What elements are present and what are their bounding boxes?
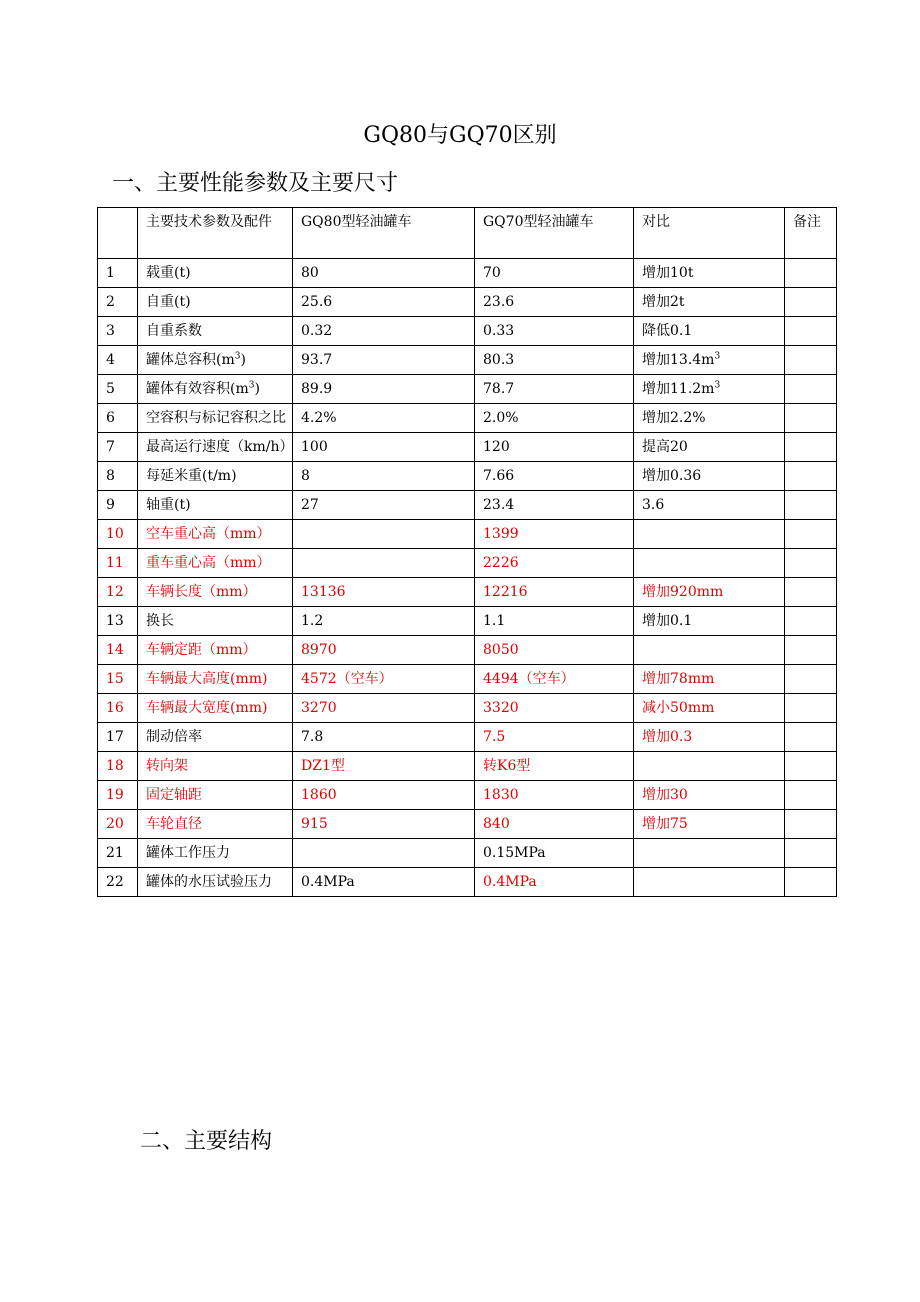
row-compare: 增加2t [634, 288, 785, 317]
row-note [785, 288, 837, 317]
table-row [98, 491, 837, 520]
row-compare [634, 636, 785, 665]
parameters-table [97, 207, 837, 897]
row-param: 车辆定距（mm） [138, 636, 293, 665]
row-no: 19 [98, 781, 138, 810]
row-note [785, 520, 837, 549]
row-no: 11 [98, 549, 138, 578]
row-gq80 [293, 549, 475, 578]
row-compare: 增加78mm [634, 665, 785, 694]
row-gq80: 93.7 [293, 346, 475, 375]
row-note [785, 462, 837, 491]
row-note [785, 781, 837, 810]
table-row [98, 317, 837, 346]
header-compare: 对比 [634, 208, 785, 259]
superscript-3: 3 [234, 351, 241, 362]
row-param [138, 375, 293, 404]
row-param: 空容积与标记容积之比 [138, 404, 293, 433]
table-row [98, 636, 837, 665]
row-compare: 降低0.1 [634, 317, 785, 346]
row-note [785, 578, 837, 607]
row-gq80: 100 [293, 433, 475, 462]
row-gq70: 0.33 [475, 317, 634, 346]
row-compare [634, 375, 785, 404]
row-gq80: 7.8 [293, 723, 475, 752]
row-param: 每延米重(t/m) [138, 462, 293, 491]
header-note: 备注 [785, 208, 837, 259]
row-gq80: 0.4MPa [293, 868, 475, 897]
row-param: 固定轴距 [138, 781, 293, 810]
compare-text: 增加11.2m [642, 381, 715, 397]
superscript-3: 3 [714, 351, 721, 362]
row-gq80 [293, 839, 475, 868]
table-row [98, 404, 837, 433]
row-param: 车轮直径 [138, 810, 293, 839]
row-gq80: 0.32 [293, 317, 475, 346]
document-title: GQ80与GQ70区别 [363, 123, 557, 148]
row-param: 制动倍率 [138, 723, 293, 752]
header-param: 主要技术参数及配件 [138, 208, 293, 259]
row-note [785, 868, 837, 897]
row-gq70: 23.4 [475, 491, 634, 520]
row-gq80: 8 [293, 462, 475, 491]
row-gq70: 转K6型 [475, 752, 634, 781]
row-no: 3 [98, 317, 138, 346]
superscript-3: 3 [714, 380, 721, 391]
row-no: 4 [98, 346, 138, 375]
row-gq70: 23.6 [475, 288, 634, 317]
row-no: 9 [98, 491, 138, 520]
table-row [98, 549, 837, 578]
table-row [98, 810, 837, 839]
row-no: 17 [98, 723, 138, 752]
table-row [98, 723, 837, 752]
row-compare [634, 839, 785, 868]
table-row [98, 288, 837, 317]
row-gq70: 80.3 [475, 346, 634, 375]
header-gq80: GQ80型轻油罐车 [293, 208, 475, 259]
row-gq80: 4.2% [293, 404, 475, 433]
param-text: 罐体总容积(m [146, 352, 235, 368]
row-gq70: 7.66 [475, 462, 634, 491]
row-note [785, 694, 837, 723]
row-gq80 [293, 520, 475, 549]
row-no: 22 [98, 868, 138, 897]
table-header-row [98, 208, 837, 259]
row-no: 1 [98, 259, 138, 288]
row-compare: 增加920mm [634, 578, 785, 607]
row-compare [634, 520, 785, 549]
header-no [98, 208, 138, 259]
row-param: 空车重心高（mm） [138, 520, 293, 549]
row-note [785, 404, 837, 433]
row-no: 20 [98, 810, 138, 839]
row-gq70: 4494（空车） [475, 665, 634, 694]
row-param: 最高运行速度（km/h） [138, 433, 293, 462]
row-no: 13 [98, 607, 138, 636]
row-gq70: 2.0% [475, 404, 634, 433]
row-param: 车辆长度（mm） [138, 578, 293, 607]
table-row [98, 578, 837, 607]
row-param: 转向架 [138, 752, 293, 781]
row-note [785, 723, 837, 752]
row-compare [634, 346, 785, 375]
row-gq70: 1830 [475, 781, 634, 810]
row-note [785, 839, 837, 868]
table-row [98, 607, 837, 636]
row-note [785, 607, 837, 636]
row-compare: 提高20 [634, 433, 785, 462]
row-gq70: 8050 [475, 636, 634, 665]
row-no: 18 [98, 752, 138, 781]
compare-text: 增加13.4m [642, 352, 715, 368]
row-no: 2 [98, 288, 138, 317]
row-compare: 增加30 [634, 781, 785, 810]
table-row [98, 462, 837, 491]
row-compare: 增加75 [634, 810, 785, 839]
row-gq70: 120 [475, 433, 634, 462]
row-note [785, 433, 837, 462]
header-gq70: GQ70型轻油罐车 [475, 208, 634, 259]
section-heading-structure: 二、主要结构 [140, 1129, 273, 1154]
row-param: 车辆最大宽度(mm) [138, 694, 293, 723]
row-compare: 增加10t [634, 259, 785, 288]
row-no: 21 [98, 839, 138, 868]
row-compare [634, 868, 785, 897]
row-no: 12 [98, 578, 138, 607]
row-gq80: 27 [293, 491, 475, 520]
table-row [98, 781, 837, 810]
table-row [98, 839, 837, 868]
row-gq70: 0.15MPa [475, 839, 634, 868]
row-note [785, 810, 837, 839]
row-no: 14 [98, 636, 138, 665]
row-gq70: 0.4MPa [475, 868, 634, 897]
row-note [785, 665, 837, 694]
superscript-3: 3 [248, 380, 255, 391]
close-paren: ) [240, 352, 246, 368]
row-gq70: 78.7 [475, 375, 634, 404]
row-param: 重车重心高（mm） [138, 549, 293, 578]
row-gq80: 4572（空车） [293, 665, 475, 694]
row-gq80: 3270 [293, 694, 475, 723]
table-row [98, 346, 837, 375]
table-row [98, 259, 837, 288]
row-gq80: 80 [293, 259, 475, 288]
row-no: 6 [98, 404, 138, 433]
table-row [98, 433, 837, 462]
row-gq80: 1860 [293, 781, 475, 810]
row-no: 15 [98, 665, 138, 694]
row-gq70: 12216 [475, 578, 634, 607]
row-gq70: 840 [475, 810, 634, 839]
row-note [785, 636, 837, 665]
row-gq80: 915 [293, 810, 475, 839]
table-row [98, 520, 837, 549]
row-no: 16 [98, 694, 138, 723]
row-gq80: DZ1型 [293, 752, 475, 781]
row-gq70: 2226 [475, 549, 634, 578]
row-param: 轴重(t) [138, 491, 293, 520]
row-gq80: 1.2 [293, 607, 475, 636]
row-param: 自重系数 [138, 317, 293, 346]
row-note [785, 259, 837, 288]
section-heading-performance: 一、主要性能参数及主要尺寸 [112, 171, 399, 196]
close-paren: ) [254, 381, 260, 397]
row-gq80: 89.9 [293, 375, 475, 404]
row-note [785, 491, 837, 520]
row-no: 7 [98, 433, 138, 462]
table-row [98, 375, 837, 404]
row-note [785, 549, 837, 578]
table-row [98, 665, 837, 694]
row-compare: 减小50mm [634, 694, 785, 723]
row-compare: 增加0.1 [634, 607, 785, 636]
row-gq70: 7.5 [475, 723, 634, 752]
row-param: 换长 [138, 607, 293, 636]
row-param: 罐体工作压力 [138, 839, 293, 868]
row-note [785, 752, 837, 781]
row-param [138, 346, 293, 375]
row-gq80: 13136 [293, 578, 475, 607]
row-gq70: 1399 [475, 520, 634, 549]
row-gq70: 3320 [475, 694, 634, 723]
table-row [98, 752, 837, 781]
row-no: 8 [98, 462, 138, 491]
row-gq70: 1.1 [475, 607, 634, 636]
row-param: 罐体的水压试验压力 [138, 868, 293, 897]
row-compare: 增加0.3 [634, 723, 785, 752]
row-note [785, 346, 837, 375]
row-param: 载重(t) [138, 259, 293, 288]
row-compare: 增加0.36 [634, 462, 785, 491]
row-gq80: 8970 [293, 636, 475, 665]
table-row [98, 694, 837, 723]
row-param: 车辆最大高度(mm) [138, 665, 293, 694]
row-compare [634, 549, 785, 578]
row-gq80: 25.6 [293, 288, 475, 317]
row-no: 5 [98, 375, 138, 404]
table-row [98, 868, 837, 897]
row-no: 10 [98, 520, 138, 549]
row-gq70: 70 [475, 259, 634, 288]
row-compare: 3.6 [634, 491, 785, 520]
row-compare: 增加2.2% [634, 404, 785, 433]
row-note [785, 375, 837, 404]
row-compare [634, 752, 785, 781]
param-text: 罐体有效容积(m [146, 381, 249, 397]
row-note [785, 317, 837, 346]
row-param: 自重(t) [138, 288, 293, 317]
